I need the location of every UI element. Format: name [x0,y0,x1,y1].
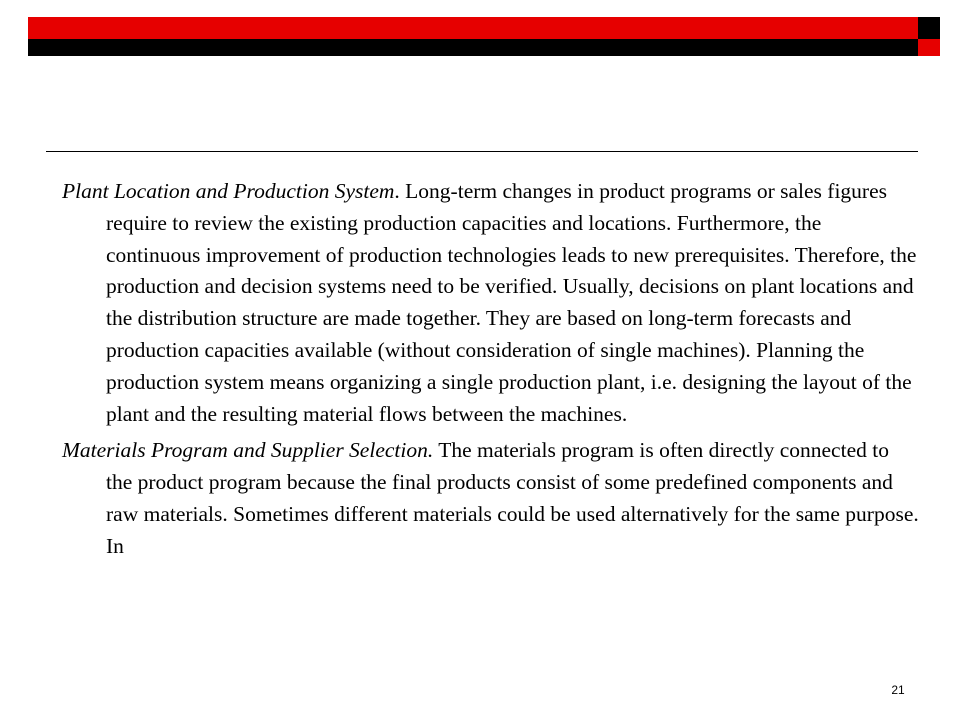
paragraph-plant-location [62,176,920,430]
body-text [62,176,920,568]
header-red-bar [28,17,918,39]
paragraph-heading: Plant Location and Production System [62,179,395,203]
header-red-square [918,39,940,56]
header-black-bar [28,39,918,56]
paragraph-heading: Materials Program and Supplier Selection. [62,438,434,463]
page-number: 21 [891,683,905,697]
title-divider [46,151,918,152]
paragraph-body: . Long-term changes in product programs or sales figures require to review the existing production capacities and locations. Furthermore, the continuous improvement of production technologies leads to new prerequisites. Therefore, the production and decision systems need to be verified. Usually, decisions on plant locations and the distribution structure are made together. They are based on long-term forecasts and production capacities available (without consideration of single machines). Planning the production system means organizing a single production plant, i.e. designing the layout of the plant and the resulting material flows between the machines. [106,179,917,426]
paragraph-body: The materials program is often directly connected to the product program because the final products consist of some predefined components and raw materials. Sometimes different materials could be used alternatively for the same purpose. In [106,438,919,558]
paragraph-materials-program [62,435,920,562]
header-black-square [918,17,940,39]
